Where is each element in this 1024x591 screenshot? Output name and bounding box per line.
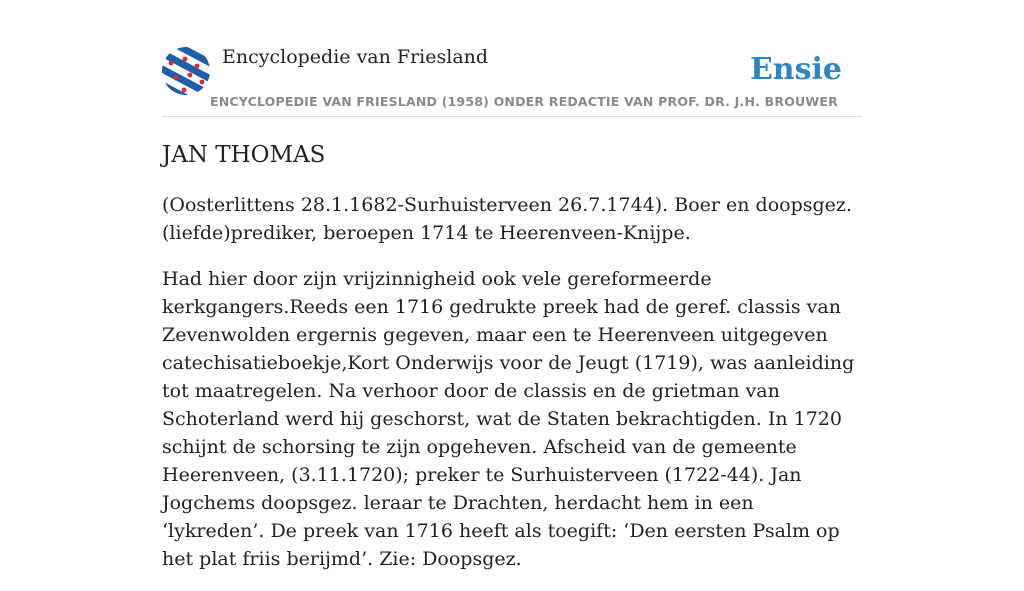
encyclopedia-subtitle: ENCYCLOPEDIE VAN FRIESLAND (1958) ONDER REDACTIE VAN PROF. DR. J.H. BROUWER bbox=[210, 94, 838, 109]
article-paragraph-body: Had hier door zijn vrijzinnigheid ook vele gereformeerde kerkgangers.Reeds een 1716 gedrukte preek had de geref. classis van Zevenwolden ergernis gegeven, maar een te Heerenveen uitgegeven catechisatieboekje,Kort Onderwijs voor de Jeugt (1719), was aanleiding tot maatregelen. Na verhoor door de classis en de grietman van Schoterland werd hij geschorst, wat de Staten bekrachtigden. In 1720 schijnt de schorsing te zijn opgeheven. Afscheid van de gemeente Heerenveen, (3.11.1720); preker te Surhuisterveen (1722-44). Jan Jogchems doopsgez. leraar te Drachten, herdacht hem in een ‘lykreden’. De preek van 1716 heeft als toegift: ‘Den eersten Psalm op het plat friis berijmd’. Zie: Doopsgez. bbox=[162, 268, 855, 570]
ensie-logo-link[interactable]: Ensie bbox=[749, 52, 842, 87]
site-title[interactable]: Encyclopedie van Friesland bbox=[222, 46, 489, 68]
article-paragraph-intro: (Oosterlittens 28.1.1682-Surhuisterveen 26.7.1744). Boer en doopsgez. (liefde)prediker, beroepen 1714 te Heerenveen-Knijpe. bbox=[162, 194, 852, 244]
article bbox=[162, 139, 862, 591]
frisian-flag-icon[interactable] bbox=[162, 47, 210, 95]
site-header bbox=[162, 44, 862, 117]
article-title: JAN THOMAS bbox=[162, 142, 326, 168]
